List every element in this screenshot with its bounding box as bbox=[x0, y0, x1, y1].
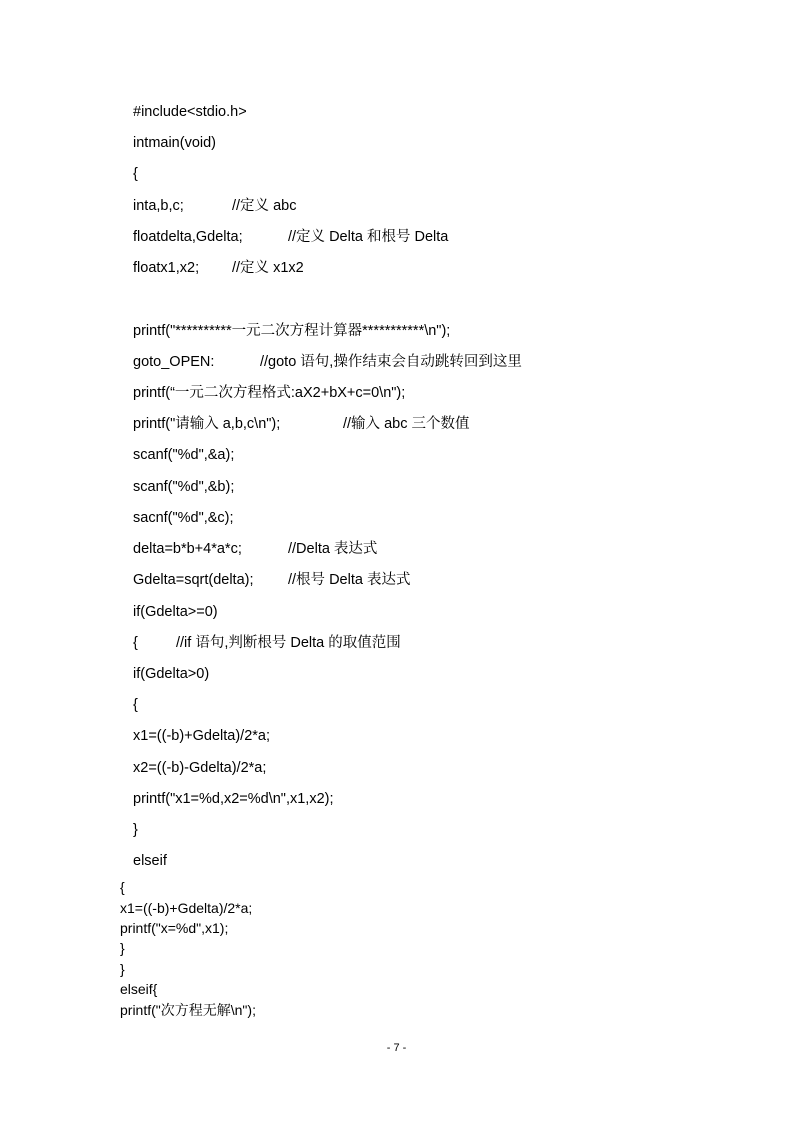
code-line: } bbox=[120, 961, 125, 977]
code-line: floatx1,x2; //定义 x1x2 bbox=[133, 260, 304, 276]
code-comment: //定义 Delta 和根号 Delta bbox=[288, 229, 449, 245]
code-comment: //输入 abc 三个数值 bbox=[343, 416, 470, 432]
code-line: { bbox=[120, 879, 125, 895]
code-line: printf("请输入 a,b,c\n"); //输入 abc 三个数值 bbox=[133, 416, 470, 432]
code-line: x1=((-b)+Gdelta)/2*a; bbox=[133, 728, 271, 744]
code-line: scanf("%d",&a); bbox=[133, 447, 235, 463]
code-line: printf("次方程无解\n"); bbox=[120, 1002, 256, 1018]
code-comment: //Delta 表达式 bbox=[288, 541, 378, 557]
code-comment: //goto 语句,操作结束会自动跳转回到这里 bbox=[260, 354, 522, 370]
code-line: elseif bbox=[133, 853, 167, 869]
code-line: #include<stdio.h> bbox=[133, 104, 247, 120]
code-comment: //if 语句,判断根号 Delta 的取值范围 bbox=[176, 635, 401, 651]
code-line: floatdelta,Gdelta; //定义 Delta 和根号 Delta bbox=[133, 229, 449, 245]
code-line: elseif{ bbox=[120, 981, 158, 997]
code-line: sacnf("%d",&c); bbox=[133, 510, 234, 526]
code-line: Gdelta=sqrt(delta); //根号 Delta 表达式 bbox=[133, 572, 411, 588]
code-line: printf("**********一元二次方程计算器***********\n"); bbox=[133, 323, 451, 339]
code-line: delta=b*b+4*a*c; //Delta 表达式 bbox=[133, 541, 378, 557]
code-line: goto_OPEN: //goto 语句,操作结束会自动跳转回到这里 bbox=[133, 354, 522, 370]
page-number: - 7 - bbox=[386, 1042, 407, 1054]
code-line: if(Gdelta>0) bbox=[133, 666, 210, 682]
code-line: x1=((-b)+Gdelta)/2*a; bbox=[120, 900, 253, 916]
code-line: scanf("%d",&b); bbox=[133, 479, 235, 495]
code-line: printf(“一元二次方程格式:aX2+bX+c=0\n"); bbox=[133, 385, 406, 401]
code-line: { bbox=[133, 166, 138, 182]
code-line: { //if 语句,判断根号 Delta 的取值范围 bbox=[133, 635, 401, 651]
code-line: } bbox=[120, 940, 125, 956]
code-line: intmain(void) bbox=[133, 135, 216, 151]
code-line: } bbox=[133, 822, 138, 838]
code-line: inta,b,c; //定义 abc bbox=[133, 198, 297, 214]
code-line: { bbox=[133, 697, 138, 713]
code-line: printf("x1=%d,x2=%d\n",x1,x2); bbox=[133, 791, 334, 807]
code-line: if(Gdelta>=0) bbox=[133, 604, 218, 620]
code-comment: //定义 x1x2 bbox=[232, 260, 304, 276]
code-comment: //根号 Delta 表达式 bbox=[288, 572, 411, 588]
code-comment: //定义 abc bbox=[232, 198, 297, 214]
code-line: printf("x=%d",x1); bbox=[120, 920, 229, 936]
code-line: x2=((-b)-Gdelta)/2*a; bbox=[133, 760, 267, 776]
